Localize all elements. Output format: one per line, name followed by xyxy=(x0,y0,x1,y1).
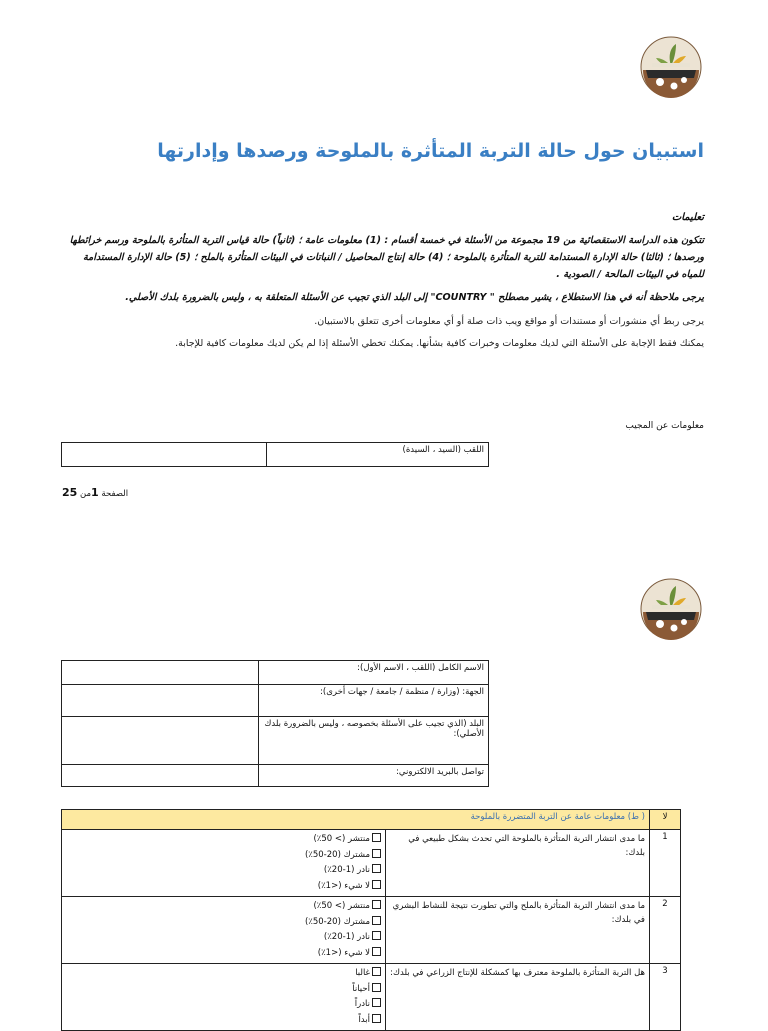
checkbox-icon[interactable] xyxy=(372,998,381,1007)
option[interactable]: نادراً xyxy=(66,997,381,1013)
checkbox-icon[interactable] xyxy=(372,1014,381,1023)
option[interactable]: غالبا xyxy=(66,966,381,982)
respondent-table xyxy=(61,660,489,787)
checkbox-icon[interactable] xyxy=(372,947,381,956)
question-row-1 xyxy=(62,830,681,897)
checkbox-icon[interactable] xyxy=(372,900,381,909)
general-info-table xyxy=(61,809,681,1031)
checkbox-icon[interactable] xyxy=(372,849,381,858)
page-number: الصفحة 1من 25 xyxy=(62,486,129,499)
organization-label: الجهة: (وزارة / منظمة / جامعة / جهات أخرى): xyxy=(259,685,489,717)
checkbox-icon[interactable] xyxy=(372,880,381,889)
question-number: 3 xyxy=(650,964,681,1031)
checkbox-icon[interactable] xyxy=(372,931,381,940)
links-line: يرجى ربط أي منشورات أو مستندات أو مواقع ويب ذات صلة أو أي معلومات أخرى تتعلق بالاستبيان. xyxy=(314,316,704,327)
checkbox-icon[interactable] xyxy=(372,916,381,925)
checkbox-icon[interactable] xyxy=(372,833,381,842)
respondent-heading: معلومات عن المجيب xyxy=(625,421,704,431)
option[interactable]: منتشر (> 50٪) xyxy=(66,832,381,848)
options-q1 xyxy=(62,830,386,897)
option[interactable]: مشترك (20-50٪) xyxy=(66,915,381,931)
question-text: ما مدى انتشار التربة المتأثرة بالملح والتي تطورت نتيجة للنشاط البشري في بلدك: xyxy=(386,897,650,964)
option[interactable]: لا شيء (<1٪) xyxy=(66,946,381,962)
title-field-value[interactable] xyxy=(62,443,267,467)
network-logo xyxy=(640,36,702,98)
intro-paragraph: تتكون هذه الدراسة الاستقصائية من 19 مجموعة من الأسئلة في خمسة أقسام : (1) معلومات عامة ؛ (ثانياً) حالة قياس التربة المتأثرة بالملوحة ورسم خرائطها ورصدها ؛ (ثالثا) حالة الإدارة المستدامة للتربة المتأثرة بالملوحة ؛ (4) حالة إنتاج المحاصيل / النباتات في البيئات المتأثرة بالملح ؛ (5) حالة الإدارة المستدامة للمياه في البيئات المالحة / الصودية . xyxy=(69,235,704,280)
options-q2 xyxy=(62,897,386,964)
option[interactable]: لا شيء (<1٪) xyxy=(66,879,381,895)
country-note: يرجى ملاحظة أنه في هذا الاستطلاع ، يشير مصطلح " COUNTRY" إلى البلد الذي تجيب عن الأسئلة المتعلقة به ، وليس بالضرورة بلدك الأصلي. xyxy=(125,292,704,303)
checkbox-icon[interactable] xyxy=(372,967,381,976)
question-text: هل التربة المتأثرة بالملوحة معترف بها كمشكلة للإنتاج الزراعي في بلدك: xyxy=(386,964,650,1031)
title-field-table xyxy=(61,442,489,467)
country-label: البلد (الذي تجيب على الأسئلة بخصوصه ، وليس بالضرورة بلدك الأصلي): xyxy=(259,717,489,765)
question-number: 2 xyxy=(650,897,681,964)
question-row-2 xyxy=(62,897,681,964)
full-name-label: الاسم الكامل (اللقب ، الاسم الأول): xyxy=(259,661,489,685)
email-value[interactable] xyxy=(62,765,259,787)
option[interactable]: نادر (1-20٪) xyxy=(66,863,381,879)
option[interactable]: أبداً xyxy=(66,1013,381,1029)
option[interactable]: نادر (1-20٪) xyxy=(66,930,381,946)
country-value[interactable] xyxy=(62,717,259,765)
answer-line: يمكنك فقط الإجابة على الأسئلة التي لديك معلومات وخبرات كافية بشأنها. يمكنك تخطي الأسئلة إذا لم يكن لديك معلومات كافية للإجابة. xyxy=(175,338,704,349)
email-label: تواصل بالبريد الالكتروني: xyxy=(259,765,489,787)
instructions-heading: تعليمات xyxy=(671,212,704,223)
full-name-value[interactable] xyxy=(62,661,259,685)
option[interactable]: أحياناً xyxy=(66,982,381,998)
option[interactable]: منتشر (> 50٪) xyxy=(66,899,381,915)
checkbox-icon[interactable] xyxy=(372,983,381,992)
options-q3 xyxy=(62,964,386,1031)
option[interactable]: مشترك (20-50٪) xyxy=(66,848,381,864)
number-header: لا xyxy=(650,810,681,830)
network-logo-page-2 xyxy=(640,578,702,640)
question-text: ما مدى انتشار التربة المتأثرة بالملوحة التي تحدث بشكل طبيعي في بلدك: xyxy=(386,830,650,897)
section-header: ( ط) معلومات عامة عن التربة المتضررة بالملوحة xyxy=(62,810,650,830)
document-title: استبيان حول حالة التربة المتأثرة بالملوحة ورصدها وإدارتها xyxy=(157,140,704,162)
checkbox-icon[interactable] xyxy=(372,864,381,873)
question-row-3 xyxy=(62,964,681,1031)
title-field-label: اللقب (السيد ، السيدة) xyxy=(267,443,489,467)
question-number: 1 xyxy=(650,830,681,897)
organization-value[interactable] xyxy=(62,685,259,717)
